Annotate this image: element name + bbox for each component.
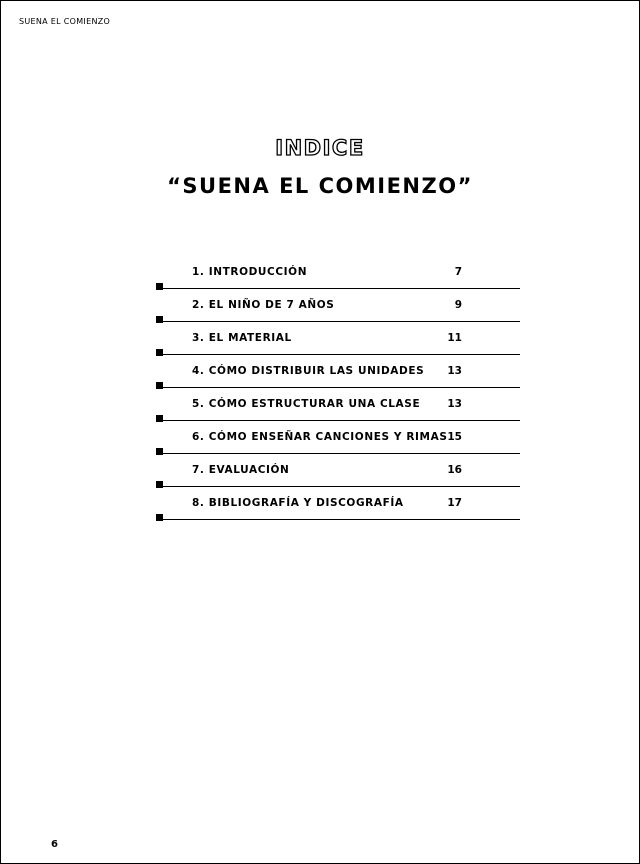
toc-divider (160, 420, 520, 421)
toc-divider (160, 519, 520, 520)
table-of-contents (156, 258, 520, 522)
square-bullet-icon (156, 448, 163, 455)
square-bullet-icon (156, 481, 163, 488)
page-number: 6 (51, 839, 58, 850)
toc-divider (160, 387, 520, 388)
toc-entry-label: 4. CÓMO DISTRIBUIR LAS UNIDADES (192, 365, 425, 377)
running-header: SUENA EL COMIENZO (19, 17, 111, 26)
square-bullet-icon (156, 514, 163, 521)
toc-divider (160, 354, 520, 355)
toc-entry[interactable] (156, 291, 520, 324)
square-bullet-icon (156, 415, 163, 422)
toc-entry[interactable] (156, 390, 520, 423)
toc-entry-label: 3. EL MATERIAL (192, 332, 292, 344)
toc-entry[interactable] (156, 258, 520, 291)
toc-entry-page: 16 (447, 464, 462, 476)
toc-divider (160, 321, 520, 322)
page-title: INDICE (275, 136, 365, 160)
toc-entry-page: 9 (454, 299, 462, 311)
toc-entry-label: 2. EL NIÑO DE 7 AÑOS (192, 299, 335, 311)
square-bullet-icon (156, 349, 163, 356)
toc-entry-page: 17 (447, 497, 462, 509)
toc-entry[interactable] (156, 357, 520, 390)
toc-divider (160, 453, 520, 454)
toc-entry-label: 1. INTRODUCCIÓN (192, 266, 308, 278)
toc-entry-label: 5. CÓMO ESTRUCTURAR UNA CLASE (192, 398, 421, 410)
square-bullet-icon (156, 283, 163, 290)
toc-divider (160, 288, 520, 289)
toc-entry-page: 15 (447, 431, 462, 443)
toc-entry[interactable] (156, 324, 520, 357)
square-bullet-icon (156, 382, 163, 389)
page-subtitle: “SUENA EL COMIENZO” (167, 174, 473, 198)
toc-divider (160, 486, 520, 487)
toc-entry[interactable] (156, 456, 520, 489)
toc-entry-page: 13 (447, 365, 462, 377)
toc-entry-page: 11 (447, 332, 462, 344)
square-bullet-icon (156, 316, 163, 323)
toc-entry-label: 6. CÓMO ENSEÑAR CANCIONES Y RIMAS (192, 431, 448, 443)
toc-entry-page: 7 (454, 266, 462, 278)
toc-entry-label: 7. EVALUACIÓN (192, 464, 290, 476)
toc-entry-label: 8. BIBLIOGRAFÍA Y DISCOGRAFÍA (192, 497, 404, 509)
toc-entry-page: 13 (447, 398, 462, 410)
toc-entry[interactable] (156, 423, 520, 456)
toc-entry[interactable] (156, 489, 520, 522)
